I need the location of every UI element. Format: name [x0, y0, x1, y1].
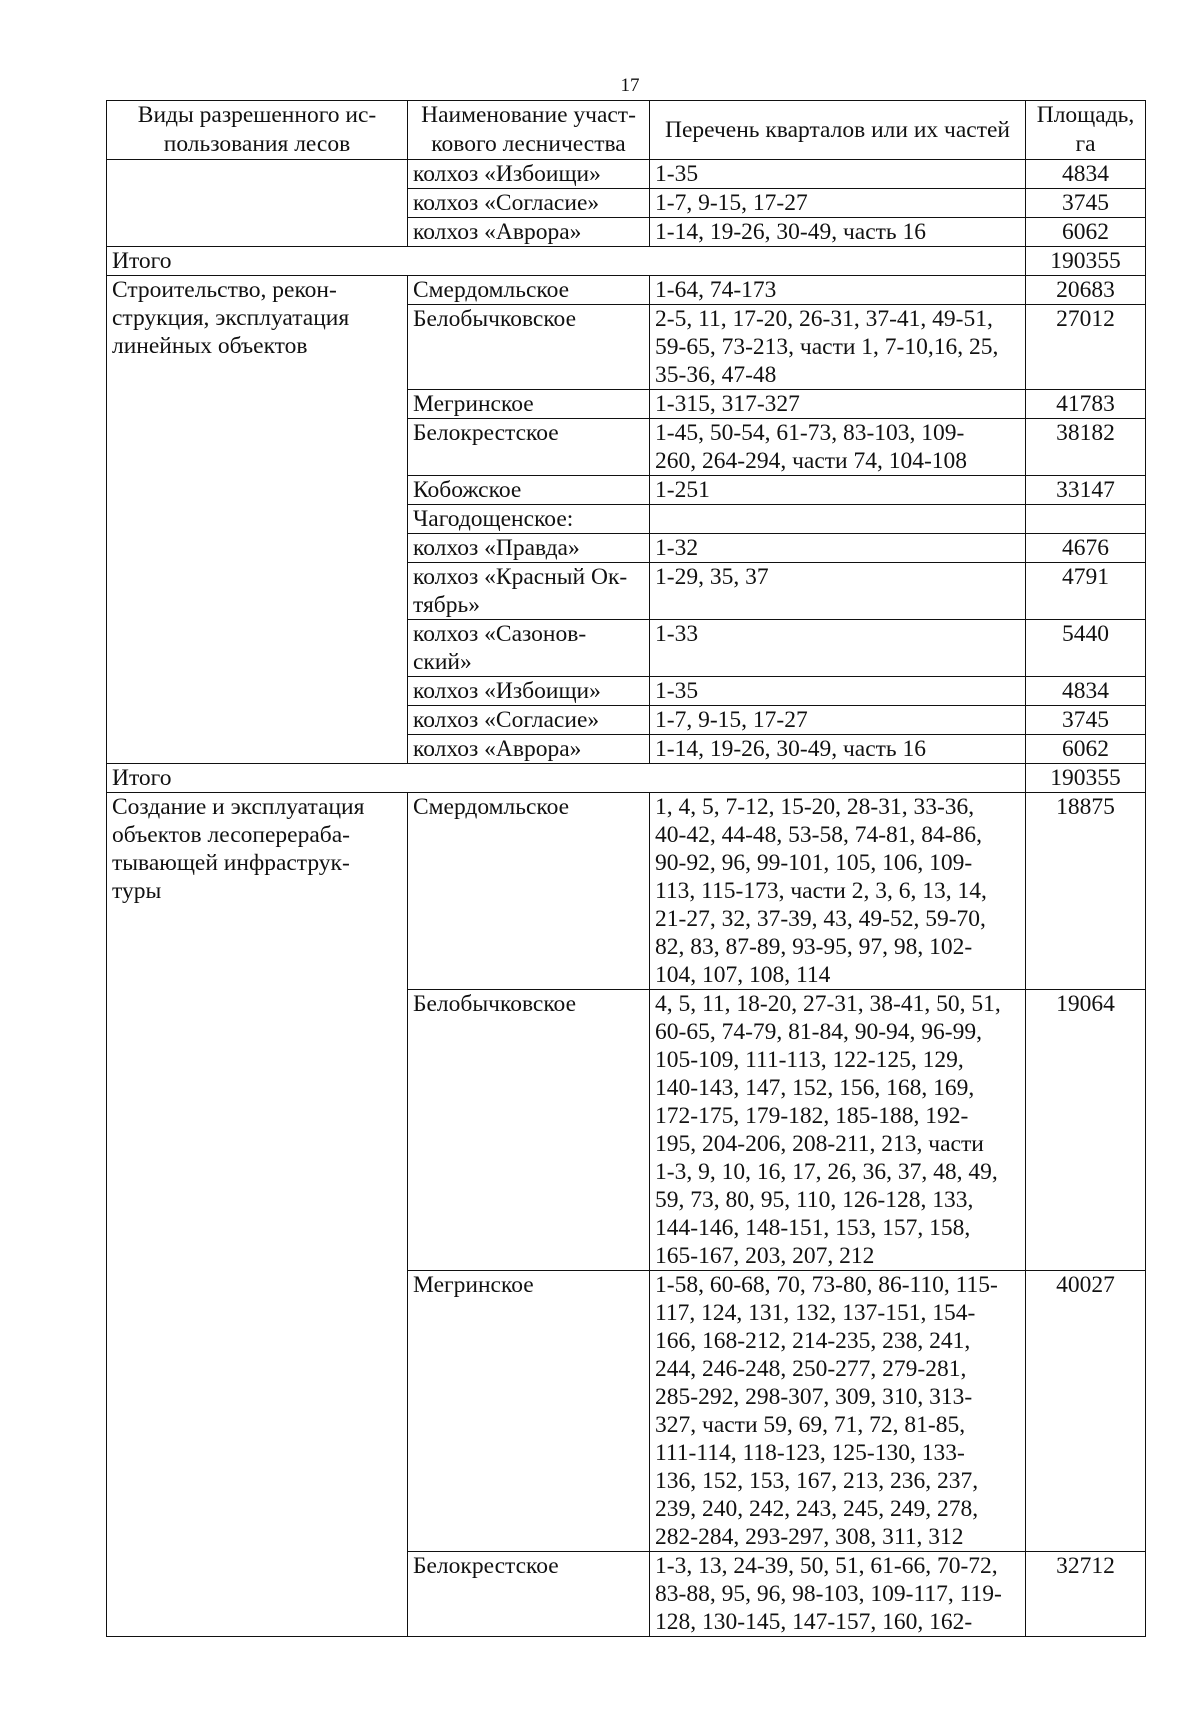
total-value: 190355	[1026, 247, 1146, 276]
header-area: Площадь, га	[1026, 101, 1146, 160]
area-cell: 5440	[1026, 620, 1146, 677]
area-cell: 38182	[1026, 419, 1146, 476]
quarters-cell: 1-29, 35, 37	[650, 563, 1026, 620]
forestry-cell: колхоз «Согласие»	[408, 706, 650, 735]
quarters-cell: 1-64, 74-173	[650, 276, 1026, 305]
quarters-cell: 1-32	[650, 534, 1026, 563]
area-cell: 27012	[1026, 305, 1146, 390]
area-cell: 6062	[1026, 218, 1146, 247]
quarters-cell: 1-315, 317-327	[650, 390, 1026, 419]
header-usage-type: Виды разрешенного ис- пользования лесов	[107, 101, 408, 160]
area-cell: 3745	[1026, 189, 1146, 218]
total-label: Итого	[107, 764, 1026, 793]
forestry-cell: Кобожское	[408, 476, 650, 505]
page-number: 17	[620, 75, 640, 96]
quarters-cell	[650, 505, 1026, 534]
area-cell: 40027	[1026, 1271, 1146, 1552]
quarters-cell: 1-7, 9-15, 17-27	[650, 189, 1026, 218]
header-forestry-name: Наименование участ- кового лесничества	[408, 101, 650, 160]
forestry-cell: колхоз «Правда»	[408, 534, 650, 563]
total-row	[107, 764, 1146, 793]
usage-type-wood-processing: Создание и эксплуатация объектов лесоперераба- тывающей инфраструк- туры	[107, 793, 408, 1637]
area-cell: 20683	[1026, 276, 1146, 305]
area-cell	[1026, 505, 1146, 534]
table-row	[107, 160, 1146, 189]
area-cell: 4834	[1026, 677, 1146, 706]
total-label: Итого	[107, 247, 1026, 276]
quarters-cell: 4, 5, 11, 18-20, 27-31, 38-41, 50, 51, 60-65, 74-79, 81-84, 90-94, 96-99, 105-109, 111-113, 122-125, 129, 140-143, 147, 152, 156, 168, 169, 172-175, 179-182, 185-188, 192- 195, 204-206, 208-211, 213, части 1-3, 9, 10, 16, 17, 26, 36, 37, 48, 49, 59, 73, 80, 95, 110, 126-128, 133, 144-146, 148-151, 153, 157, 158, 165-167, 203, 207, 212	[650, 990, 1026, 1271]
forestry-cell: Белокрестское	[408, 419, 650, 476]
area-cell: 18875	[1026, 793, 1146, 990]
header-quarters: Перечень кварталов или их частей	[650, 101, 1026, 160]
forestry-cell: Белобычковское	[408, 990, 650, 1271]
forestry-cell: колхоз «Сазонов- ский»	[408, 620, 650, 677]
forestry-cell: Белобычковское	[408, 305, 650, 390]
quarters-cell: 1-33	[650, 620, 1026, 677]
area-cell: 41783	[1026, 390, 1146, 419]
forest-usage-table	[106, 100, 1146, 1637]
quarters-cell: 1-3, 13, 24-39, 50, 51, 61-66, 70-72, 83-88, 95, 96, 98-103, 109-117, 119- 128, 130-145, 147-157, 160, 162-	[650, 1552, 1026, 1637]
quarters-cell: 1, 4, 5, 7-12, 15-20, 28-31, 33-36, 40-42, 44-48, 53-58, 74-81, 84-86, 90-92, 96, 99-101, 105, 106, 109- 113, 115-173, части 2, 3, 6, 13, 14, 21-27, 32, 37-39, 43, 49-52, 59-70, 82, 83, 87-89, 93-95, 97, 98, 102- 104, 107, 108, 114	[650, 793, 1026, 990]
quarters-cell: 1-14, 19-26, 30-49, часть 16	[650, 218, 1026, 247]
usage-cell-continued	[107, 160, 408, 247]
forestry-cell: колхоз «Аврора»	[408, 218, 650, 247]
forestry-cell: колхоз «Согласие»	[408, 189, 650, 218]
area-cell: 4834	[1026, 160, 1146, 189]
forestry-cell: колхоз «Избоищи»	[408, 677, 650, 706]
forestry-cell: Смердомльское	[408, 276, 650, 305]
area-cell: 4676	[1026, 534, 1146, 563]
area-cell: 19064	[1026, 990, 1146, 1271]
table-row	[107, 276, 1146, 305]
quarters-cell: 2-5, 11, 17-20, 26-31, 37-41, 49-51, 59-65, 73-213, части 1, 7-10,16, 25, 35-36, 47-48	[650, 305, 1026, 390]
area-cell: 32712	[1026, 1552, 1146, 1637]
forestry-cell: Белокрестское	[408, 1552, 650, 1637]
quarters-cell: 1-14, 19-26, 30-49, часть 16	[650, 735, 1026, 764]
usage-type-linear-objects: Строительство, рекон- струкция, эксплуатация линейных объектов	[107, 276, 408, 764]
forestry-cell: колхоз «Избоищи»	[408, 160, 650, 189]
quarters-cell: 1-45, 50-54, 61-73, 83-103, 109- 260, 264-294, части 74, 104-108	[650, 419, 1026, 476]
header-row	[107, 101, 1146, 160]
area-cell: 6062	[1026, 735, 1146, 764]
forestry-cell: Смердомльское	[408, 793, 650, 990]
table-row	[107, 793, 1146, 990]
area-cell: 3745	[1026, 706, 1146, 735]
area-cell: 33147	[1026, 476, 1146, 505]
quarters-cell: 1-7, 9-15, 17-27	[650, 706, 1026, 735]
forestry-cell: колхоз «Красный Ок- тябрь»	[408, 563, 650, 620]
forestry-cell: Мегринское	[408, 1271, 650, 1552]
total-value: 190355	[1026, 764, 1146, 793]
quarters-cell: 1-35	[650, 160, 1026, 189]
forestry-cell: Мегринское	[408, 390, 650, 419]
quarters-cell: 1-35	[650, 677, 1026, 706]
quarters-cell: 1-251	[650, 476, 1026, 505]
forestry-cell: Чагодощенское:	[408, 505, 650, 534]
total-row	[107, 247, 1146, 276]
forestry-cell: колхоз «Аврора»	[408, 735, 650, 764]
quarters-cell: 1-58, 60-68, 70, 73-80, 86-110, 115- 117, 124, 131, 132, 137-151, 154- 166, 168-212, 214-235, 238, 241, 244, 246-248, 250-277, 279-281, 285-292, 298-307, 309, 310, 313- 327, части 59, 69, 71, 72, 81-85, 111-114, 118-123, 125-130, 133- 136, 152, 153, 167, 213, 236, 237, 239, 240, 242, 243, 245, 249, 278, 282-284, 293-297, 308, 311, 312	[650, 1271, 1026, 1552]
area-cell: 4791	[1026, 563, 1146, 620]
